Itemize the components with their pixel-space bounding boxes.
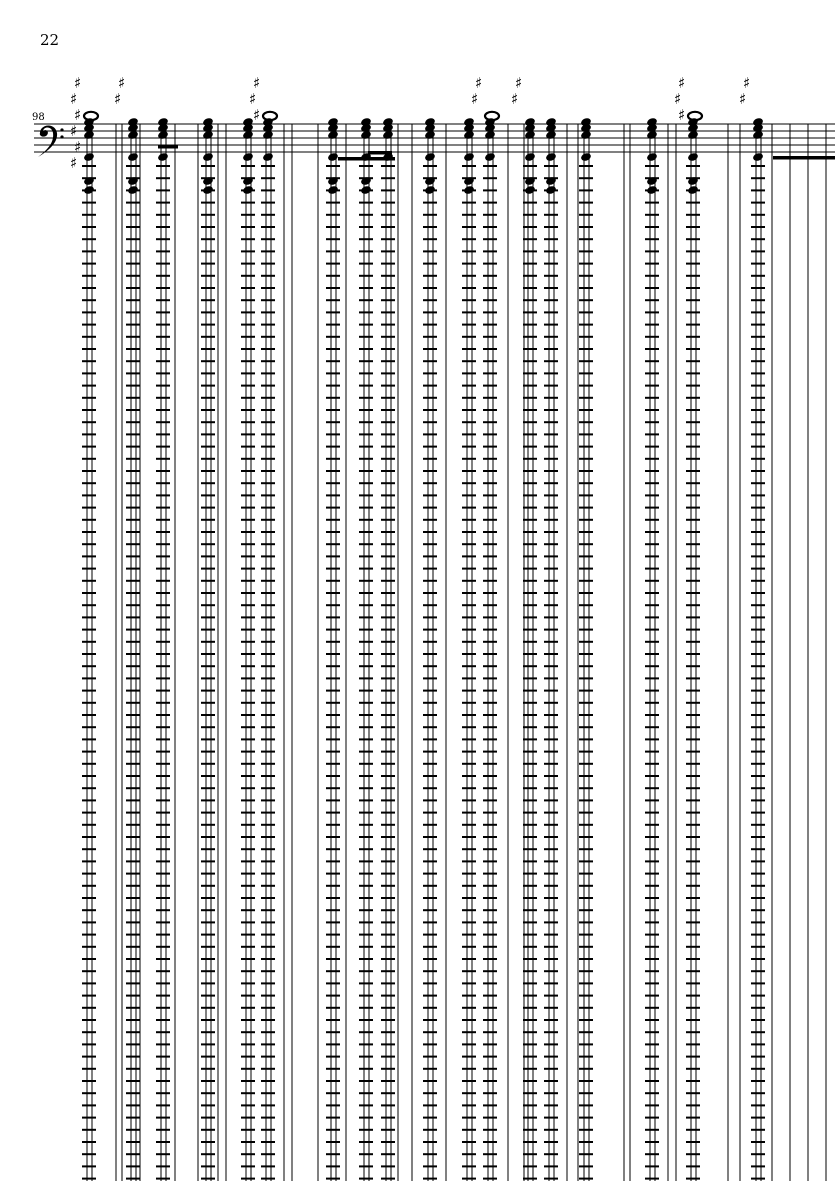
notehead <box>545 185 557 195</box>
note-column-11 <box>462 117 476 1181</box>
note-column-10 <box>423 117 437 1181</box>
notehead <box>524 185 536 195</box>
sharp-icon: ♯ <box>471 90 479 108</box>
notehead <box>262 152 274 162</box>
notehead <box>83 152 95 162</box>
notehead <box>327 185 339 195</box>
sharp-icon: ♯ <box>74 138 82 156</box>
sharp-icon: ♯ <box>74 106 82 124</box>
note-column-18 <box>739 74 765 1181</box>
beam <box>338 157 395 161</box>
notehead <box>484 152 496 162</box>
sharp-icon: ♯ <box>118 74 126 92</box>
notehead <box>127 185 139 195</box>
note-column-2 <box>114 74 140 1181</box>
notehead <box>424 152 436 162</box>
notehead <box>83 185 95 195</box>
sharp-icon: ♯ <box>249 90 257 108</box>
notehead <box>687 152 699 162</box>
sharp-icon: ♯ <box>253 106 261 124</box>
note-column-14 <box>544 117 558 1181</box>
notehead <box>202 185 214 195</box>
notehead <box>687 185 699 195</box>
notehead <box>463 185 475 195</box>
page-number: 22 <box>40 31 60 49</box>
notehead <box>242 185 254 195</box>
sharp-icon: ♯ <box>674 90 682 108</box>
note-column-7 <box>326 117 340 1181</box>
notehead <box>752 152 764 162</box>
sharp-icon: ♯ <box>515 74 523 92</box>
beam <box>773 156 835 160</box>
sharp-icon: ♯ <box>253 74 261 92</box>
notehead <box>545 152 557 162</box>
measure-number: 98 <box>32 112 45 123</box>
notehead <box>646 185 658 195</box>
notehead <box>242 152 254 162</box>
sharp-icon: ♯ <box>739 90 747 108</box>
notehead <box>327 152 339 162</box>
notehead <box>157 152 169 162</box>
sharp-icon: ♯ <box>511 90 519 108</box>
notehead <box>202 152 214 162</box>
note-column-16 <box>645 117 659 1181</box>
sharp-icon: ♯ <box>678 106 686 124</box>
notehead <box>424 185 436 195</box>
note-column-5 <box>241 117 255 1181</box>
beam <box>368 151 392 155</box>
sharp-icon: ♯ <box>74 74 82 92</box>
sharp-icon: ♯ <box>70 154 78 172</box>
beam <box>158 145 178 149</box>
note-columns <box>70 74 835 1181</box>
notehead <box>646 152 658 162</box>
note-column-4 <box>201 117 215 1181</box>
sharp-icon: ♯ <box>743 74 751 92</box>
notehead <box>127 152 139 162</box>
sharp-icon: ♯ <box>475 74 483 92</box>
note-column-3 <box>156 117 170 1181</box>
note-column-9 <box>381 117 395 1181</box>
note-column-17 <box>674 74 702 1181</box>
note-column-15 <box>579 117 593 1181</box>
note-column-1 <box>70 74 98 1181</box>
note-column-8 <box>359 117 373 1181</box>
notehead <box>580 152 592 162</box>
notehead <box>524 152 536 162</box>
sharp-icon: ♯ <box>678 74 686 92</box>
sharp-icon: ♯ <box>70 90 78 108</box>
sharp-icon: ♯ <box>70 122 78 140</box>
notehead <box>360 185 372 195</box>
sharp-icon: ♯ <box>114 90 122 108</box>
notehead <box>463 152 475 162</box>
